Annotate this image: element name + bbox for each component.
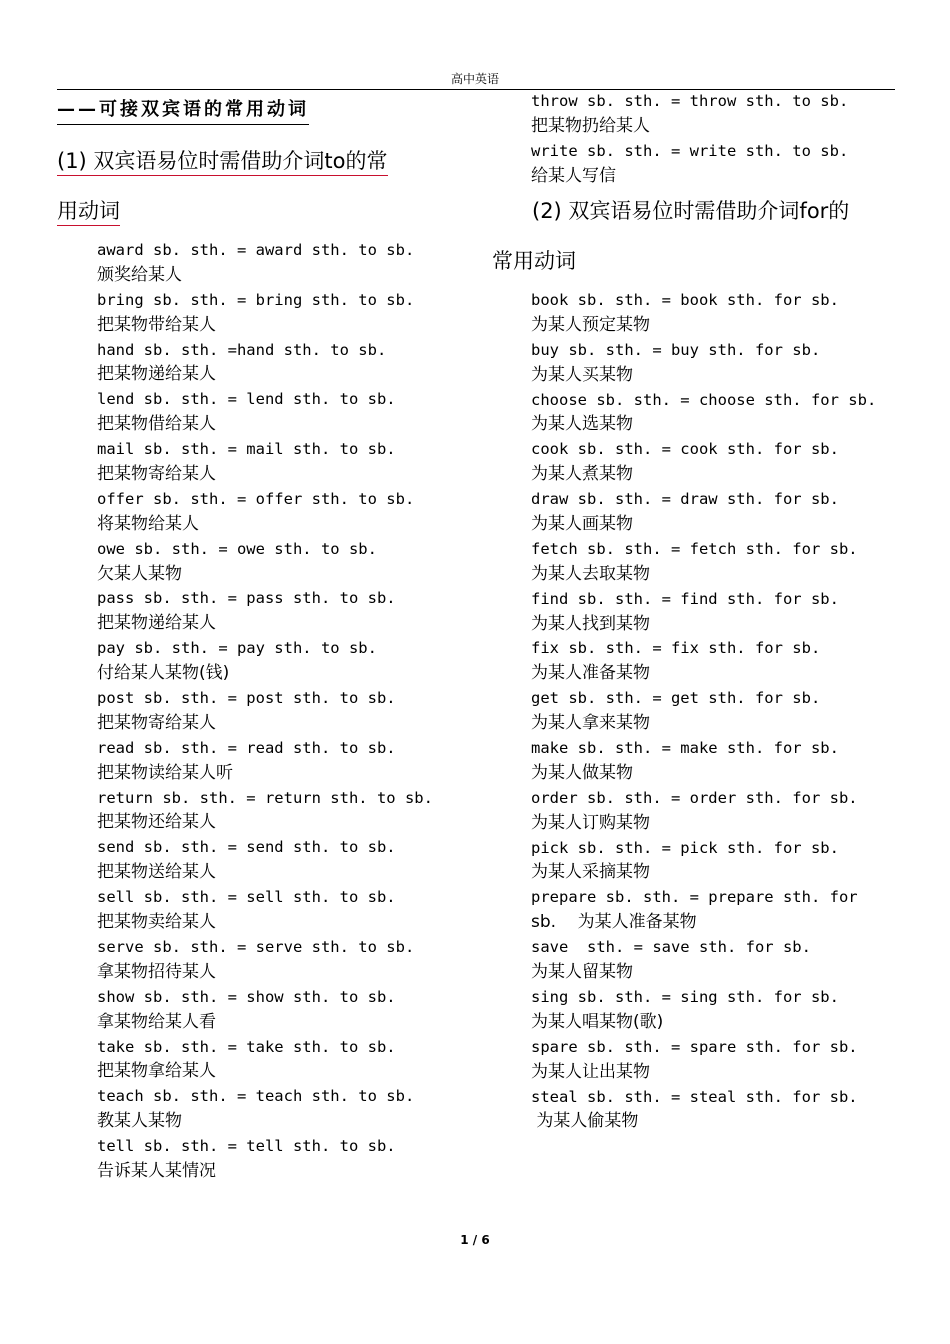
verb-entry xyxy=(531,587,911,637)
verb-pattern: lend sb. sth. = lend sth. to sb. xyxy=(97,390,396,409)
verb-pattern: buy sb. sth. = buy sth. for sb. xyxy=(531,340,821,359)
section1-continued-entries xyxy=(531,89,911,189)
verb-meaning: 为某人买某物 xyxy=(531,364,633,385)
verb-entry xyxy=(531,885,911,935)
verb-pattern: book sb. sth. = book sth. for sb. xyxy=(531,291,839,309)
verb-pattern: mail sb. sth. = mail sth. to sb. xyxy=(97,440,396,459)
verb-entry xyxy=(97,1035,477,1085)
section1-entries xyxy=(97,238,477,1184)
verb-pattern: draw sb. sth. = draw sth. for sb. xyxy=(531,490,839,509)
verb-pattern: get sb. sth. = get sth. for sb. xyxy=(531,689,821,708)
verb-pattern: pay sb. sth. = pay sth. to sb. xyxy=(97,639,377,658)
verb-pattern: fix sb. sth. = fix sth. for sb. xyxy=(531,639,821,658)
verb-meaning: 把某物扔给某人 xyxy=(531,115,650,136)
verb-meaning: 拿某物招待某人 xyxy=(97,961,216,982)
verb-meaning: 为某人偷某物 xyxy=(531,1111,639,1132)
verb-pattern: award sb. sth. = award sth. to sb. xyxy=(97,241,415,259)
verb-meaning: 为某人画某物 xyxy=(531,514,633,535)
verb-meaning: 告诉某人某情况 xyxy=(97,1160,216,1181)
verb-pattern: pick sb. sth. = pick sth. for sb. xyxy=(531,838,839,857)
section1-heading-line1 xyxy=(57,136,477,186)
verb-entry xyxy=(97,1084,477,1134)
verb-entry xyxy=(97,338,477,388)
verb-pattern: sell sb. sth. = sell sth. to sb. xyxy=(97,888,396,907)
verb-meaning: 为某人拿来某物 xyxy=(531,713,650,734)
verb-entry xyxy=(97,437,477,487)
verb-meaning: 把某物寄给某人 xyxy=(97,464,216,485)
verb-entry xyxy=(97,1134,477,1184)
verb-pattern: throw sb. sth. = throw sth. to sb. xyxy=(531,92,849,110)
section1-heading-line2-text: 用动词 xyxy=(57,199,120,226)
verb-meaning: 拿某物给某人看 xyxy=(97,1011,216,1032)
verb-pattern: write sb. sth. = write sth. to sb. xyxy=(531,141,849,160)
section2-entries xyxy=(531,288,911,1134)
verb-meaning: 为某人做某物 xyxy=(531,762,633,783)
verb-meaning: 把某物带给某人 xyxy=(97,314,216,335)
verb-pattern: show sb. sth. = show sth. to sb. xyxy=(97,987,396,1006)
verb-pattern: make sb. sth. = make sth. for sb. xyxy=(531,739,839,758)
verb-meaning: 为某人订购某物 xyxy=(531,812,650,833)
verb-entry xyxy=(97,985,477,1035)
page-header: 高中英语 xyxy=(450,72,499,86)
verb-meaning: 为某人选某物 xyxy=(531,414,633,435)
verb-entry xyxy=(97,636,477,686)
verb-entry xyxy=(531,636,911,686)
verb-entry xyxy=(531,736,911,786)
verb-meaning: 把某物卖给某人 xyxy=(97,912,216,933)
verb-pattern: send sb. sth. = send sth. to sb. xyxy=(97,838,396,857)
verb-entry xyxy=(97,288,477,338)
verb-pattern: post sb. sth. = post sth. to sb. xyxy=(97,689,396,708)
verb-meaning: 给某人写信 xyxy=(531,165,616,186)
verb-entry xyxy=(531,288,911,338)
verb-entry xyxy=(531,89,911,139)
section1-heading-line2 xyxy=(57,186,477,236)
verb-meaning: 把某物拿给某人 xyxy=(97,1061,216,1082)
verb-entry xyxy=(97,935,477,985)
verb-entry xyxy=(97,736,477,786)
verb-pattern: spare sb. sth. = spare sth. for sb. xyxy=(531,1037,858,1056)
verb-pattern: steal sb. sth. = steal sth. for sb. xyxy=(531,1087,858,1106)
verb-pattern: teach sb. sth. = teach sth. to sb. xyxy=(97,1087,415,1106)
verb-pattern: bring sb. sth. = bring sth. to sb. xyxy=(97,290,415,309)
verb-meaning: 把某物还给某人 xyxy=(97,812,216,833)
verb-meaning: 为某人煮某物 xyxy=(531,464,633,485)
verb-pattern: order sb. sth. = order sth. for sb. xyxy=(531,788,858,807)
verb-entry xyxy=(531,836,911,886)
verb-entry xyxy=(531,537,911,587)
verb-entry xyxy=(531,1035,911,1085)
verb-meaning: 教某人某物 xyxy=(97,1111,182,1132)
verb-meaning: 为某人找到某物 xyxy=(531,613,650,634)
verb-pattern: find sb. sth. = find sth. for sb. xyxy=(531,589,839,608)
verb-meaning: 付给某人某物(钱) xyxy=(97,663,230,684)
section2-heading-line1: (2) 双宾语易位时需借助介词for的 xyxy=(532,199,850,223)
verb-pattern: tell sb. sth. = tell sth. to sb. xyxy=(97,1137,396,1156)
section1-heading-line1-text: (1) 双宾语易位时需借助介词to的常 xyxy=(57,149,388,176)
verb-meaning: 把某物借给某人 xyxy=(97,414,216,435)
verb-pattern: pass sb. sth. = pass sth. to sb. xyxy=(97,589,396,608)
verb-entry xyxy=(531,338,911,388)
verb-pattern: choose sb. sth. = choose sth. for sb. xyxy=(531,390,877,409)
main-title: ——可接双宾语的常用动词 xyxy=(57,98,309,125)
verb-entry xyxy=(97,835,477,885)
verb-entry xyxy=(97,586,477,636)
verb-pattern: sing sb. sth. = sing sth. for sb. xyxy=(531,987,839,1006)
verb-meaning: 欠某人某物 xyxy=(97,563,182,584)
verb-meaning: 为某人去取某物 xyxy=(531,563,650,584)
verb-entry xyxy=(97,387,477,437)
verb-entry xyxy=(97,238,477,288)
verb-entry xyxy=(97,885,477,935)
page-number: 1 / 6 xyxy=(460,1233,490,1247)
verb-entry xyxy=(97,786,477,836)
verb-entry xyxy=(531,388,911,438)
verb-entry xyxy=(531,487,911,537)
verb-meaning: 为某人准备某物 xyxy=(531,663,650,684)
verb-pattern: return sb. sth. = return sth. to sb. xyxy=(97,788,433,807)
section1-heading xyxy=(57,136,477,236)
verb-entry xyxy=(531,437,911,487)
verb-entry xyxy=(531,786,911,836)
verb-meaning: 为某人预定某物 xyxy=(531,314,650,335)
verb-meaning: 把某物送给某人 xyxy=(97,862,216,883)
verb-pattern: offer sb. sth. = offer sth. to sb. xyxy=(97,489,415,508)
verb-pattern: save sth. = save sth. for sb. xyxy=(531,938,811,957)
verb-entry xyxy=(531,139,911,189)
verb-meaning: 为某人采摘某物 xyxy=(531,862,650,883)
verb-pattern: read sb. sth. = read sth. to sb. xyxy=(97,738,396,757)
verb-meaning: 颁奖给某人 xyxy=(97,264,182,285)
verb-meaning: 把某物递给某人 xyxy=(97,364,216,385)
verb-pattern: owe sb. sth. = owe sth. to sb. xyxy=(97,539,377,558)
verb-pattern: take sb. sth. = take sth. to sb. xyxy=(97,1037,396,1056)
verb-meaning: 为某人留某物 xyxy=(531,962,633,983)
verb-meaning: 把某物读给某人听 xyxy=(97,762,233,783)
verb-entry xyxy=(531,1085,911,1135)
verb-pattern: hand sb. sth. =hand sth. to sb. xyxy=(97,340,387,359)
section2-heading xyxy=(492,186,902,286)
verb-meaning: 把某物递给某人 xyxy=(97,613,216,634)
verb-entry xyxy=(531,985,911,1035)
verb-pattern: cook sb. sth. = cook sth. for sb. xyxy=(531,440,839,459)
verb-meaning: 为某人唱某物(歌) xyxy=(531,1011,664,1032)
verb-entry xyxy=(97,686,477,736)
verb-meaning: 为某人让出某物 xyxy=(531,1061,650,1082)
verb-entry xyxy=(531,935,911,985)
verb-pattern: prepare sb. sth. = prepare sth. for xyxy=(531,888,858,907)
verb-pattern: fetch sb. sth. = fetch sth. for sb. xyxy=(531,539,858,558)
verb-entry xyxy=(97,487,477,537)
verb-meaning: sb. 为某人准备某物 xyxy=(531,912,697,933)
verb-entry xyxy=(531,686,911,736)
verb-pattern: serve sb. sth. = serve sth. to sb. xyxy=(97,937,415,956)
verb-meaning: 把某物寄给某人 xyxy=(97,712,216,733)
verb-meaning: 将某物给某人 xyxy=(97,513,199,534)
verb-entry xyxy=(97,537,477,587)
section2-heading-line2: 常用动词 xyxy=(492,249,576,273)
